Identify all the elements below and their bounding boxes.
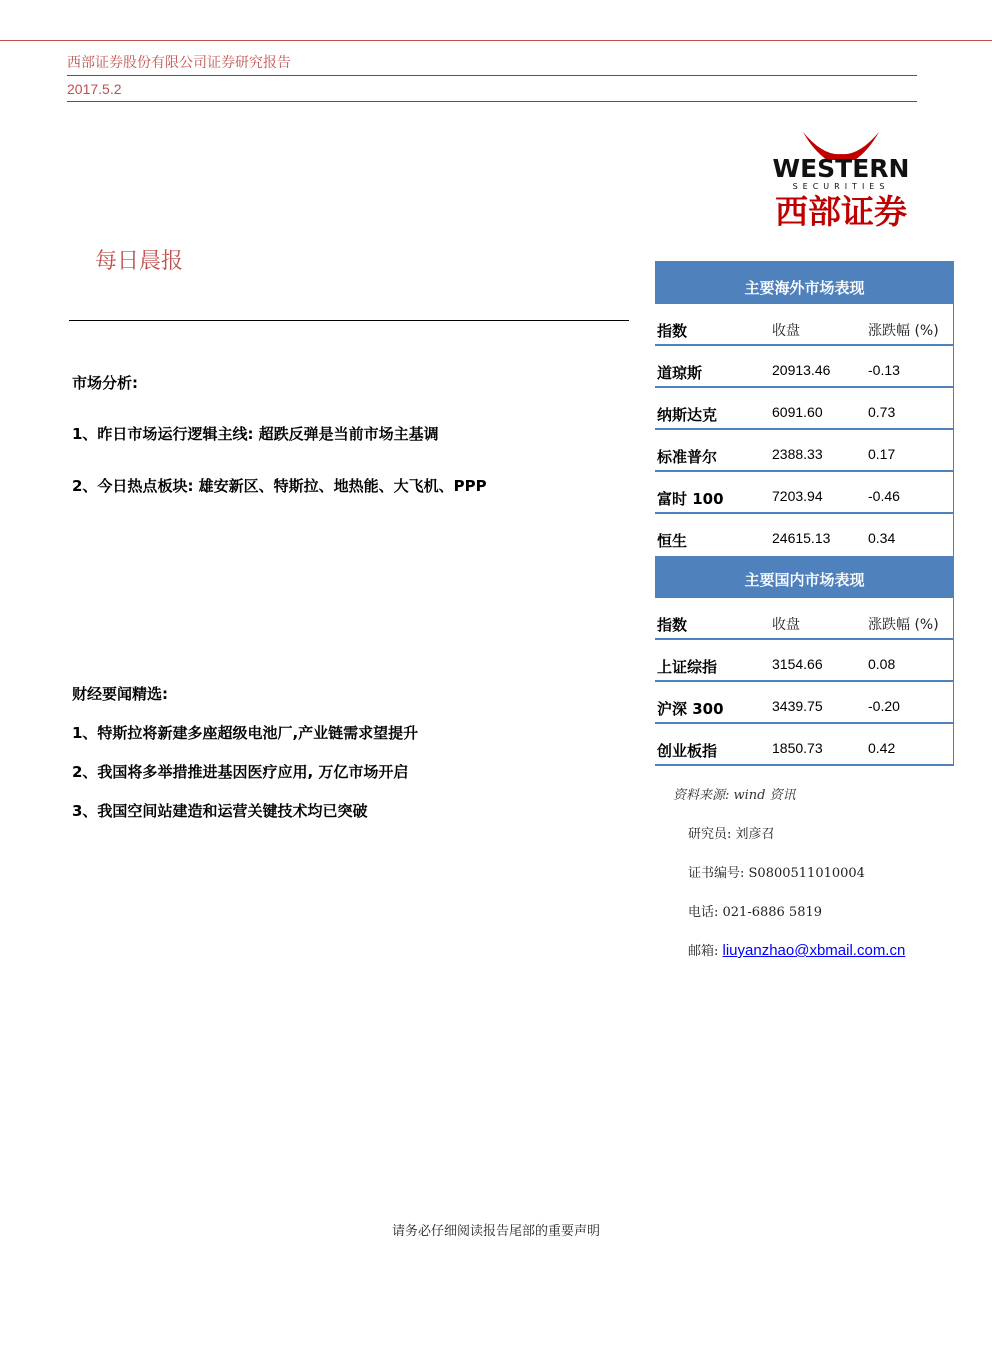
certificate-number: 证书编号: S0800511010004: [688, 866, 865, 881]
footer-disclaimer: 请务必仔细阅读报告尾部的重要声明: [391, 1224, 600, 1239]
news-item: 1、特斯拉将新建多座超级电池厂,产业链需求望提升: [72, 724, 419, 742]
news-item: 2、我国将多举措推进基因医疗应用, 万亿市场开启: [72, 763, 409, 781]
col-index: 指数: [657, 616, 688, 634]
email-link[interactable]: liuyanzhao@xbmail.com.cn: [722, 942, 906, 959]
table-row: 创业板指 1850.73 0.42: [655, 724, 954, 766]
report-date: 2017.5.2: [67, 81, 122, 97]
market-analysis-item: 2、今日热点板块: 雄安新区、特斯拉、地热能、大飞机、PPP: [72, 477, 487, 495]
email-label: 邮箱:: [688, 944, 723, 959]
table-row: 标准普尔 2388.33 0.17: [655, 430, 954, 472]
news-item: 3、我国空间站建造和运营关键技术均已突破: [72, 802, 368, 820]
col-index: 指数: [657, 322, 688, 340]
col-change: 涨跌幅 (%): [868, 617, 939, 633]
company-name: 西部证券股份有限公司证券研究报告: [67, 55, 291, 71]
market-analysis-item: 1、昨日市场运行逻辑主线: 超跌反弹是当前市场主基调: [72, 425, 439, 443]
col-close: 收盘: [772, 617, 800, 633]
researcher: 研究员: 刘彦召: [688, 827, 775, 842]
table-row: 道琼斯 20913.46 -0.13: [655, 346, 954, 388]
table-row: 恒生 24615.13 0.34: [655, 514, 954, 556]
table-row: 上证综指 3154.66 0.08: [655, 640, 954, 682]
domestic-market-title: 主要国内市场表现: [655, 556, 954, 598]
table-row: 富时 100 7203.94 -0.46: [655, 472, 954, 514]
logo-cn-name: 西部证券: [775, 192, 907, 230]
market-analysis-heading: 市场分析:: [72, 374, 138, 392]
top-rule: [0, 40, 992, 41]
table-row: 纳斯达克 6091.60 0.73: [655, 388, 954, 430]
report-title: 每日晨报: [95, 249, 184, 274]
col-change: 涨跌幅 (%): [868, 323, 939, 339]
domestic-header-row: [655, 598, 954, 640]
title-divider: [69, 320, 629, 321]
western-securities-logo: [765, 130, 917, 230]
email-line: [688, 940, 905, 959]
header-divider-2: [67, 101, 917, 102]
phone: 电话: 021-6886 5819: [688, 905, 823, 920]
news-heading: 财经要闻精选:: [72, 685, 168, 703]
table-row: 沪深 300 3439.75 -0.20: [655, 682, 954, 724]
market-panel: [655, 261, 954, 766]
header-divider: [67, 75, 917, 76]
data-source: 资料来源: wind 资讯: [673, 788, 796, 803]
logo-subtitle: SECURITIES: [792, 182, 890, 191]
overseas-market-title: 主要海外市场表现: [655, 261, 954, 304]
overseas-header-row: [655, 304, 954, 346]
logo-wordmark: WESTERN: [772, 154, 910, 183]
col-close: 收盘: [772, 323, 800, 339]
